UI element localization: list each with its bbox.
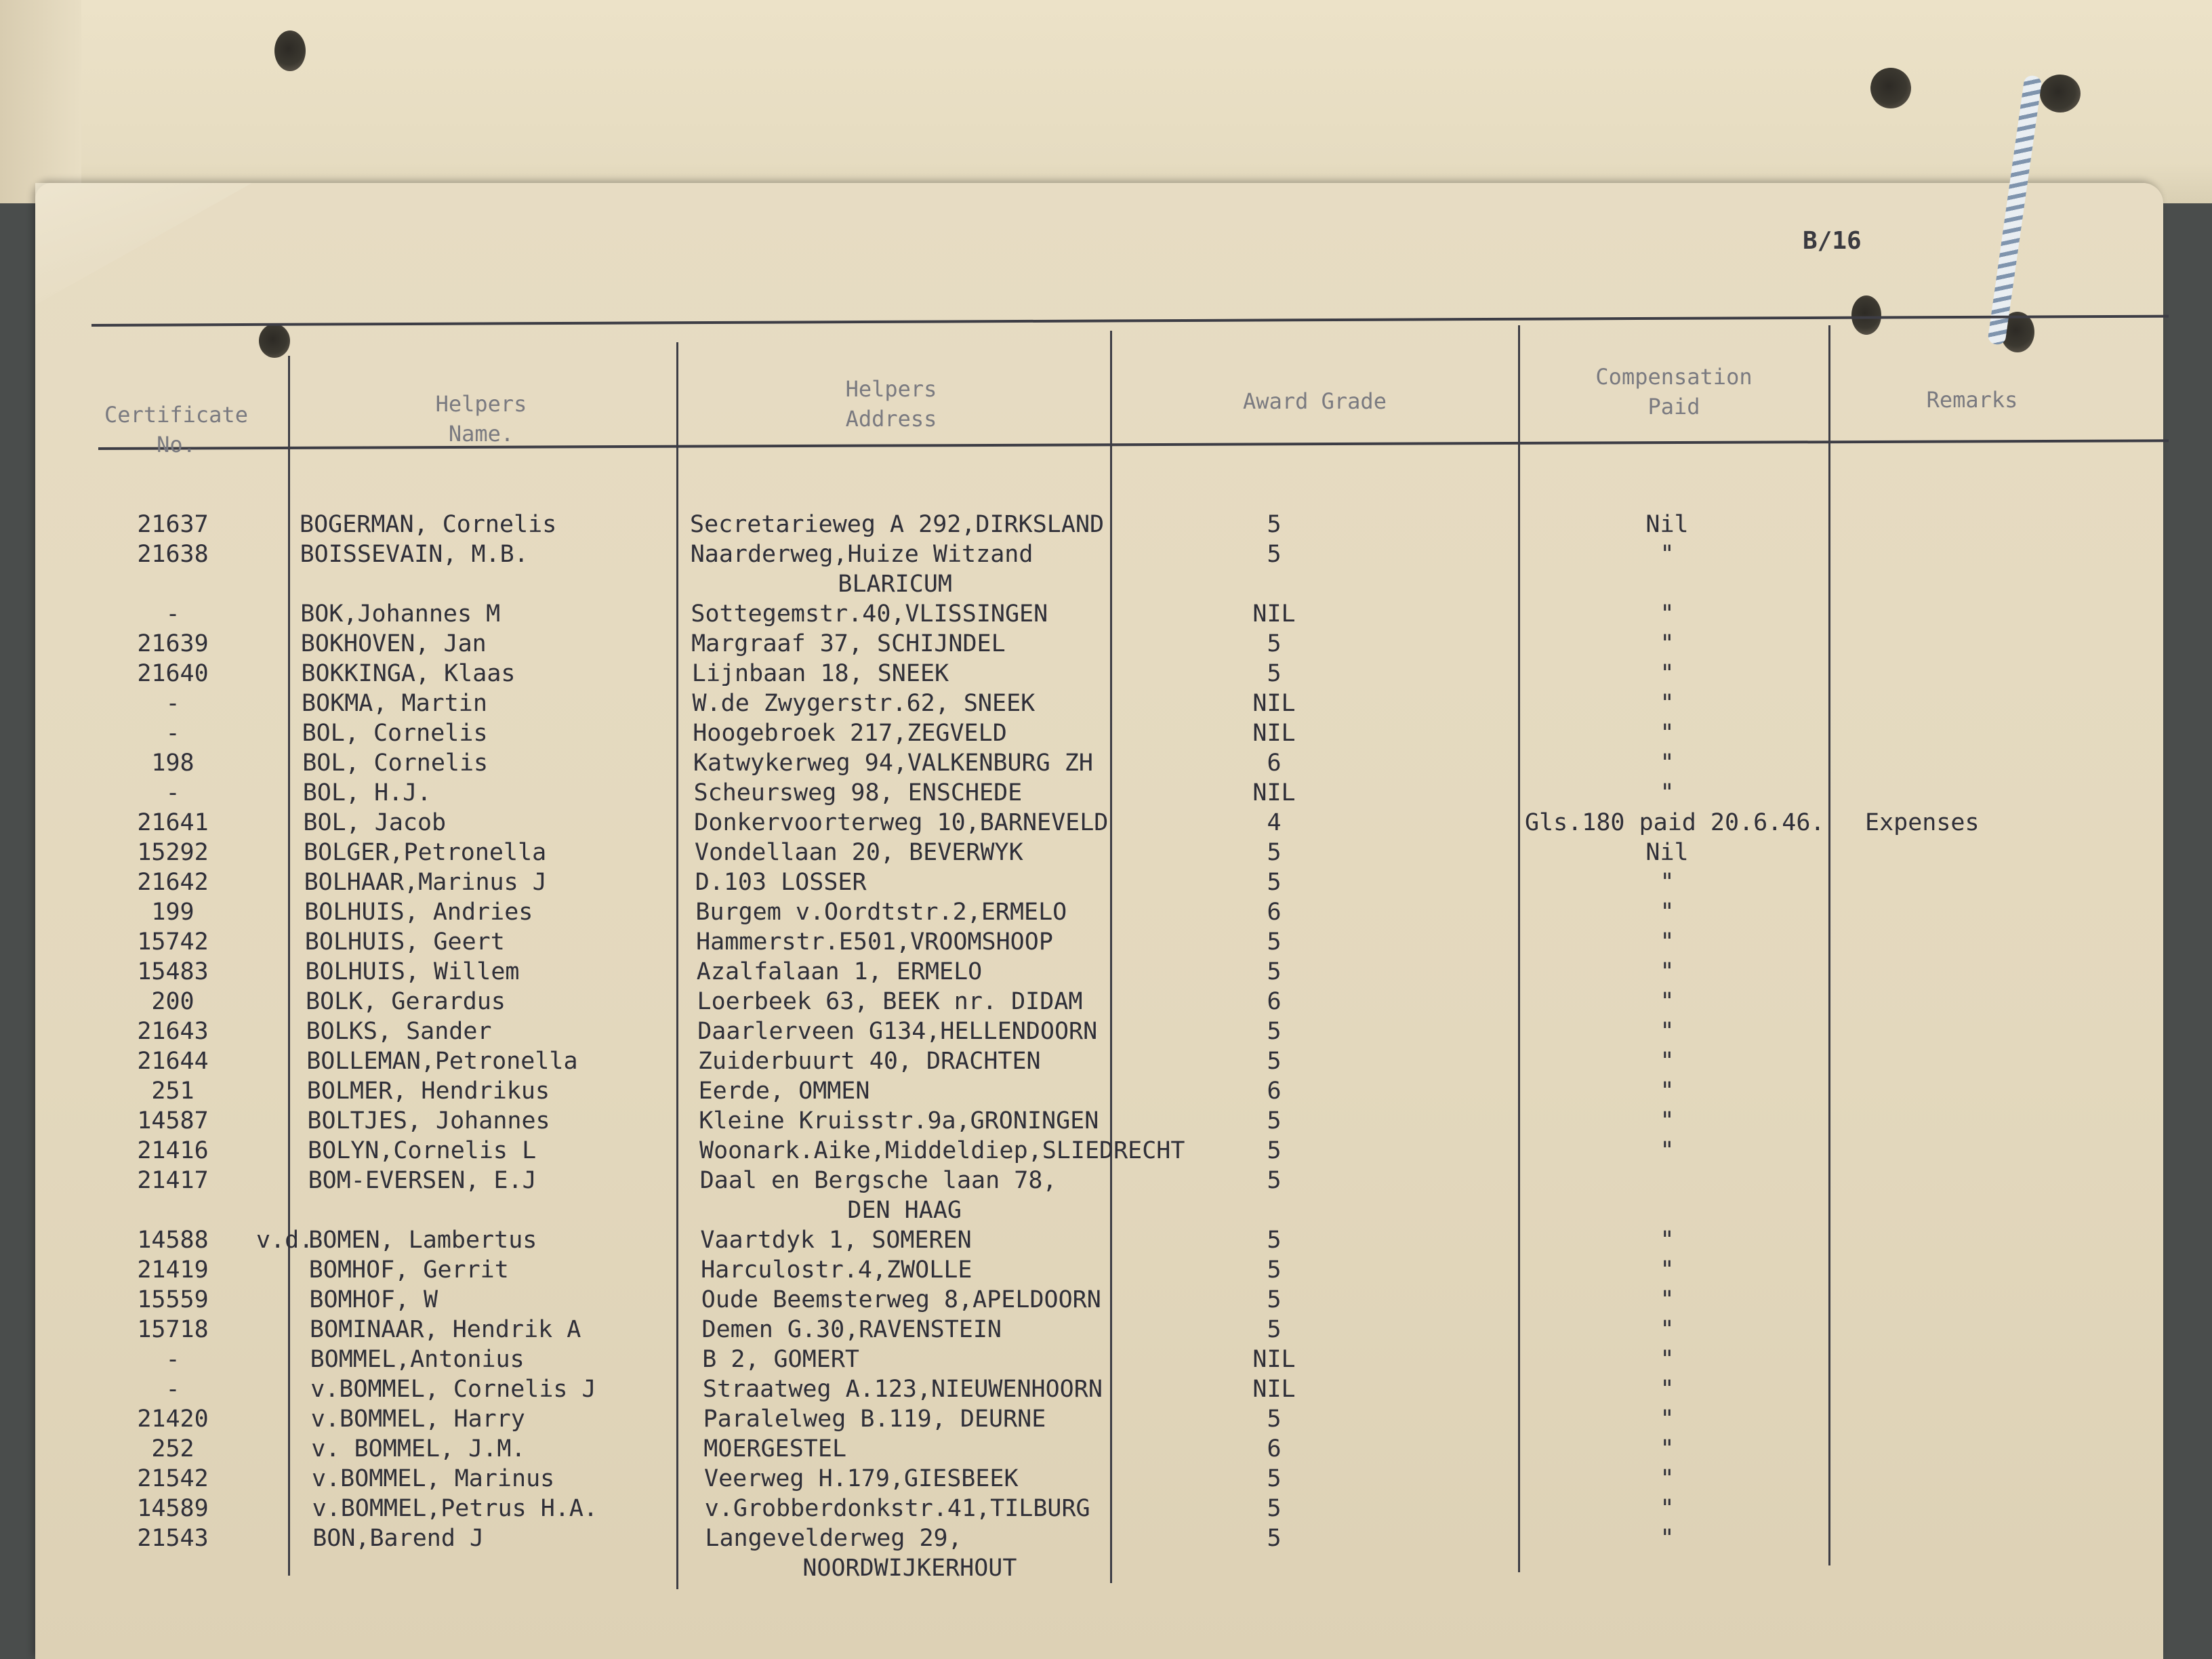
- helper-name: BOLHUIS, Geert: [304, 928, 505, 956]
- helper-name: v.BOMMEL,Petrus H.A.: [312, 1495, 598, 1522]
- compensation-paid: ": [1660, 1346, 1675, 1373]
- certificate-number: 21639: [137, 630, 209, 657]
- header-line: Helpers: [435, 391, 527, 417]
- compensation-paid: ": [1660, 541, 1675, 568]
- certificate-number: 251: [151, 1078, 194, 1105]
- helper-name: BOLHUIS, Andries: [304, 899, 533, 926]
- helper-address: Sottegemstr.40,VLISSINGEN: [691, 600, 1048, 628]
- header-line: Name.: [448, 421, 514, 447]
- helper-address-continued: BLARICUM: [838, 571, 952, 598]
- compensation-paid: ": [1660, 1107, 1675, 1134]
- award-grade: 6: [1267, 899, 1282, 926]
- column-divider: [1828, 325, 1830, 1565]
- punch-hole: [259, 324, 290, 358]
- column-divider: [288, 356, 290, 1576]
- helper-name: BOL, Cornelis: [302, 720, 488, 747]
- helper-name: BOL, Jacob: [303, 809, 447, 836]
- award-grade: 6: [1267, 750, 1282, 777]
- helper-name: BOLHUIS, Willem: [305, 958, 520, 985]
- helper-address: Eerde, OMMEN: [698, 1078, 870, 1105]
- helper-address: MOERGESTEL: [703, 1435, 847, 1462]
- back-sheet-fold: [0, 0, 81, 203]
- helper-address: Vondellaan 20, BEVERWYK: [695, 839, 1023, 866]
- helper-name: v. BOMMEL, J.M.: [311, 1435, 526, 1462]
- certificate-number: 21643: [137, 1018, 209, 1045]
- helper-address-continued: NOORDWIJKERHOUT: [802, 1555, 1017, 1582]
- helper-name: BOLLEMAN,Petronella: [306, 1048, 578, 1075]
- helper-name: v.BOMMEL, Cornelis J: [310, 1376, 596, 1403]
- helper-name: BOLMER, Hendrikus: [306, 1078, 550, 1105]
- header-line: No.: [157, 432, 196, 457]
- helper-address: Vaartdyk 1, SOMEREN: [700, 1227, 972, 1254]
- helper-address-continued: DEN HAAG: [847, 1197, 962, 1224]
- helper-name: BOMINAAR, Hendrik A: [310, 1316, 581, 1343]
- compensation-paid: ": [1660, 779, 1675, 806]
- helper-name: BOL, Cornelis: [302, 750, 489, 777]
- helper-address: Demen G.30,RAVENSTEIN: [701, 1316, 1002, 1343]
- column-divider: [1518, 325, 1520, 1572]
- compensation-paid: ": [1660, 869, 1675, 896]
- helper-name: v.BOMMEL, Marinus: [312, 1465, 555, 1492]
- helper-address: Paralelweg B.119, DEURNE: [703, 1406, 1046, 1433]
- helper-name: BOKHOVEN, Jan: [300, 630, 487, 657]
- helper-name: BOMHOF, Gerrit: [308, 1256, 509, 1284]
- helper-address: Scheursweg 98, ENSCHEDE: [693, 779, 1023, 806]
- helper-address: Woonark.Aike,Middeldiep,SLIEDRECHT: [699, 1137, 1185, 1164]
- compensation-paid: ": [1660, 630, 1675, 657]
- compensation-paid: ": [1660, 600, 1675, 628]
- certificate-number: 21419: [137, 1256, 209, 1284]
- helper-address: Langevelderweg 29,: [705, 1525, 962, 1552]
- certificate-number: 21642: [137, 869, 209, 896]
- header-address: [678, 374, 1105, 434]
- certificate-number: 252: [151, 1435, 194, 1462]
- award-grade: NIL: [1252, 690, 1296, 717]
- compensation-paid: ": [1660, 720, 1675, 747]
- helper-name: BOLKS, Sander: [306, 1018, 492, 1045]
- helper-name: BOGERMAN, Cornelis: [300, 511, 557, 538]
- certificate-number: -: [165, 720, 180, 747]
- header-name: [291, 389, 671, 449]
- certificate-number: 15742: [137, 928, 209, 956]
- helper-name: BOLK, Gerardus: [306, 988, 506, 1015]
- certificate-number: 14587: [137, 1107, 209, 1134]
- header-line: Address: [845, 406, 937, 432]
- compensation-paid: ": [1660, 1525, 1675, 1552]
- certificate-number: 21543: [137, 1525, 209, 1552]
- header-line: Helpers: [845, 376, 937, 402]
- compensation-paid: ": [1660, 1256, 1675, 1284]
- helper-address: Lijnbaan 18, SNEEK: [691, 660, 949, 687]
- certificate-number: -: [165, 1376, 180, 1403]
- compensation-paid: ": [1660, 1465, 1675, 1492]
- helper-address: Oude Beemsterweg 8,APELDOORN: [701, 1286, 1101, 1313]
- helper-name: BON,Barend J: [312, 1525, 485, 1552]
- certificate-number: -: [165, 600, 180, 628]
- award-grade: 5: [1267, 1525, 1282, 1552]
- compensation-paid: ": [1660, 1435, 1675, 1462]
- helper-address: v.Grobberdonkstr.41,TILBURG: [704, 1495, 1090, 1522]
- award-grade: 5: [1267, 1256, 1282, 1284]
- certificate-number: -: [165, 690, 180, 717]
- certificate-number: 198: [151, 750, 194, 777]
- header-compensation: [1521, 362, 1826, 422]
- certificate-number: 15718: [137, 1316, 209, 1343]
- compensation-paid: ": [1660, 1078, 1675, 1105]
- helper-address: Daal en Bergsche laan 78,: [699, 1167, 1057, 1194]
- helper-name: BOISSEVAIN, M.B.: [300, 541, 529, 568]
- helper-name: BOM-EVERSEN, E.J: [308, 1167, 537, 1194]
- column-divider: [676, 342, 678, 1589]
- helper-name: v.BOMMEL, Harry: [310, 1406, 525, 1433]
- award-grade: NIL: [1252, 779, 1296, 806]
- compensation-paid: ": [1660, 1495, 1675, 1522]
- helper-address: Katwykerweg 94,VALKENBURG ZH: [693, 750, 1093, 777]
- header-line: Certificate: [104, 402, 248, 428]
- certificate-number: 21637: [137, 511, 209, 538]
- certificate-number: 14588: [137, 1227, 209, 1254]
- compensation-paid: ": [1660, 1018, 1675, 1045]
- helper-name: BOLTJES, Johannes: [307, 1107, 550, 1134]
- header-line: Remarks: [1926, 387, 2018, 413]
- helper-address: Azalfalaan 1, ERMELO: [696, 958, 983, 985]
- helper-address: Margraaf 37, SCHIJNDEL: [691, 630, 1006, 657]
- award-grade: 6: [1267, 988, 1282, 1015]
- helper-name: BOKKINGA, Klaas: [301, 660, 516, 687]
- compensation-paid: ": [1660, 1286, 1675, 1313]
- award-grade: 5: [1267, 839, 1282, 866]
- compensation-paid: Nil: [1645, 511, 1689, 538]
- certificate-number: 21416: [137, 1137, 209, 1164]
- award-grade: 5: [1267, 1406, 1282, 1433]
- certificate-number: 21641: [137, 809, 209, 836]
- helper-address: Veerweg H.179,GIESBEEK: [704, 1465, 1019, 1492]
- award-grade: 5: [1267, 1167, 1282, 1194]
- helper-address: Secretarieweg A 292,DIRKSLAND: [690, 511, 1105, 538]
- compensation-paid: Nil: [1645, 839, 1689, 866]
- certificate-number: 200: [151, 988, 194, 1015]
- punch-hole: [2040, 75, 2081, 112]
- award-grade: 5: [1267, 958, 1282, 985]
- award-grade: NIL: [1252, 1376, 1296, 1403]
- award-grade: 5: [1267, 1465, 1282, 1492]
- award-grade: NIL: [1252, 600, 1296, 628]
- compensation-paid: ": [1660, 690, 1675, 717]
- award-grade: 5: [1267, 1495, 1282, 1522]
- helper-address: Burgem v.Oordtstr.2,ERMELO: [695, 899, 1067, 926]
- header-remarks: [1830, 385, 2114, 415]
- compensation-paid: ": [1660, 1227, 1675, 1254]
- certificate-number: 199: [151, 899, 194, 926]
- award-grade: 5: [1267, 1316, 1282, 1343]
- certificate-number: 21640: [137, 660, 209, 687]
- remarks: Expenses: [1865, 809, 1980, 836]
- compensation-paid: ": [1660, 1316, 1675, 1343]
- helper-address: Harculostr.4,ZWOLLE: [701, 1256, 972, 1284]
- helper-address: Zuiderbuurt 40, DRACHTEN: [697, 1048, 1041, 1075]
- award-grade: NIL: [1252, 1346, 1296, 1373]
- certificate-number: 21420: [137, 1406, 209, 1433]
- compensation-paid: ": [1660, 1376, 1675, 1403]
- punch-hole: [274, 30, 306, 71]
- punch-hole: [1870, 68, 1911, 108]
- award-grade: 5: [1267, 928, 1282, 956]
- certificate-number: 15292: [137, 839, 209, 866]
- compensation-paid: ": [1660, 1406, 1675, 1433]
- award-grade: 5: [1267, 869, 1282, 896]
- helper-address: D.103 LOSSER: [695, 869, 867, 896]
- punch-hole: [1851, 295, 1881, 335]
- compensation-paid: ": [1660, 1048, 1675, 1075]
- award-grade: 5: [1267, 1137, 1282, 1164]
- helper-address: Hammerstr.E501,VROOMSHOOP: [696, 928, 1053, 956]
- compensation-paid: ": [1660, 928, 1675, 956]
- award-grade: 5: [1267, 511, 1282, 538]
- helper-name: BOK,Johannes M: [300, 600, 501, 628]
- award-grade: 5: [1267, 1018, 1282, 1045]
- certificate-number: -: [165, 779, 180, 806]
- compensation-paid: ": [1660, 899, 1675, 926]
- helper-name: BOKMA, Martin: [302, 690, 487, 717]
- award-grade: 6: [1267, 1435, 1282, 1462]
- helper-name: BOMEN, Lambertus: [308, 1227, 537, 1254]
- helper-address: Daarlerveen G134,HELLENDOORN: [697, 1018, 1098, 1045]
- award-grade: 5: [1267, 1048, 1282, 1075]
- helper-address: Naarderweg,Huize Witzand: [690, 541, 1033, 568]
- folded-corner: [35, 183, 252, 305]
- award-grade: NIL: [1252, 720, 1296, 747]
- certificate-number: 21638: [137, 541, 209, 568]
- award-grade: 5: [1267, 541, 1282, 568]
- award-grade: 5: [1267, 1107, 1282, 1134]
- header-line: Paid: [1647, 394, 1700, 419]
- compensation-paid: ": [1660, 750, 1675, 777]
- certificate-number: 21542: [137, 1465, 209, 1492]
- award-grade: 6: [1267, 1078, 1282, 1105]
- helper-address: Donkervoorterweg 10,BARNEVELD: [694, 809, 1109, 836]
- certificate-number: 15559: [137, 1286, 209, 1313]
- helper-name: BOLGER,Petronella: [304, 839, 547, 866]
- header-certificate: [95, 400, 258, 459]
- helper-name: BOLYN,Cornelis L: [308, 1137, 537, 1164]
- name-prefix: v.d.: [256, 1227, 314, 1254]
- helper-address: Straatweg A.123,NIEUWENHOORN: [702, 1376, 1103, 1403]
- certificate-number: 21417: [137, 1167, 209, 1194]
- award-grade: 5: [1267, 660, 1282, 687]
- compensation-paid: Gls.180 paid 20.6.46.: [1525, 809, 1825, 836]
- helper-address: Hoogebroek 217,ZEGVELD: [693, 720, 1007, 747]
- page-reference: B/16: [1803, 227, 1862, 255]
- helper-address: W.de Zwygerstr.62, SNEEK: [692, 690, 1036, 717]
- helper-name: BOMHOF, W: [309, 1286, 438, 1313]
- helper-address: Loerbeek 63, BEEK nr. DIDAM: [697, 988, 1083, 1015]
- helper-name: BOLHAAR,Marinus J: [304, 869, 547, 896]
- award-grade: 5: [1267, 630, 1282, 657]
- helper-name: BOL, H.J.: [302, 779, 432, 806]
- helper-address: Kleine Kruisstr.9a,GRONINGEN: [699, 1107, 1099, 1134]
- compensation-paid: ": [1660, 958, 1675, 985]
- award-grade: 5: [1267, 1286, 1282, 1313]
- certificate-number: 15483: [137, 958, 209, 985]
- compensation-paid: ": [1660, 660, 1675, 687]
- header-line: Award Grade: [1243, 388, 1387, 414]
- helper-name: BOMMEL,Antonius: [310, 1346, 525, 1373]
- certificate-number: -: [165, 1346, 180, 1373]
- award-grade: 4: [1267, 809, 1282, 836]
- header-award-grade: [1111, 386, 1518, 416]
- helper-address: B 2, GOMERT: [702, 1346, 859, 1373]
- award-grade: 5: [1267, 1227, 1282, 1254]
- column-divider: [1110, 331, 1112, 1583]
- certificate-number: 14589: [137, 1495, 209, 1522]
- header-line: Compensation: [1595, 364, 1753, 390]
- compensation-paid: ": [1660, 988, 1675, 1015]
- compensation-paid: ": [1660, 1137, 1675, 1164]
- certificate-number: 21644: [137, 1048, 209, 1075]
